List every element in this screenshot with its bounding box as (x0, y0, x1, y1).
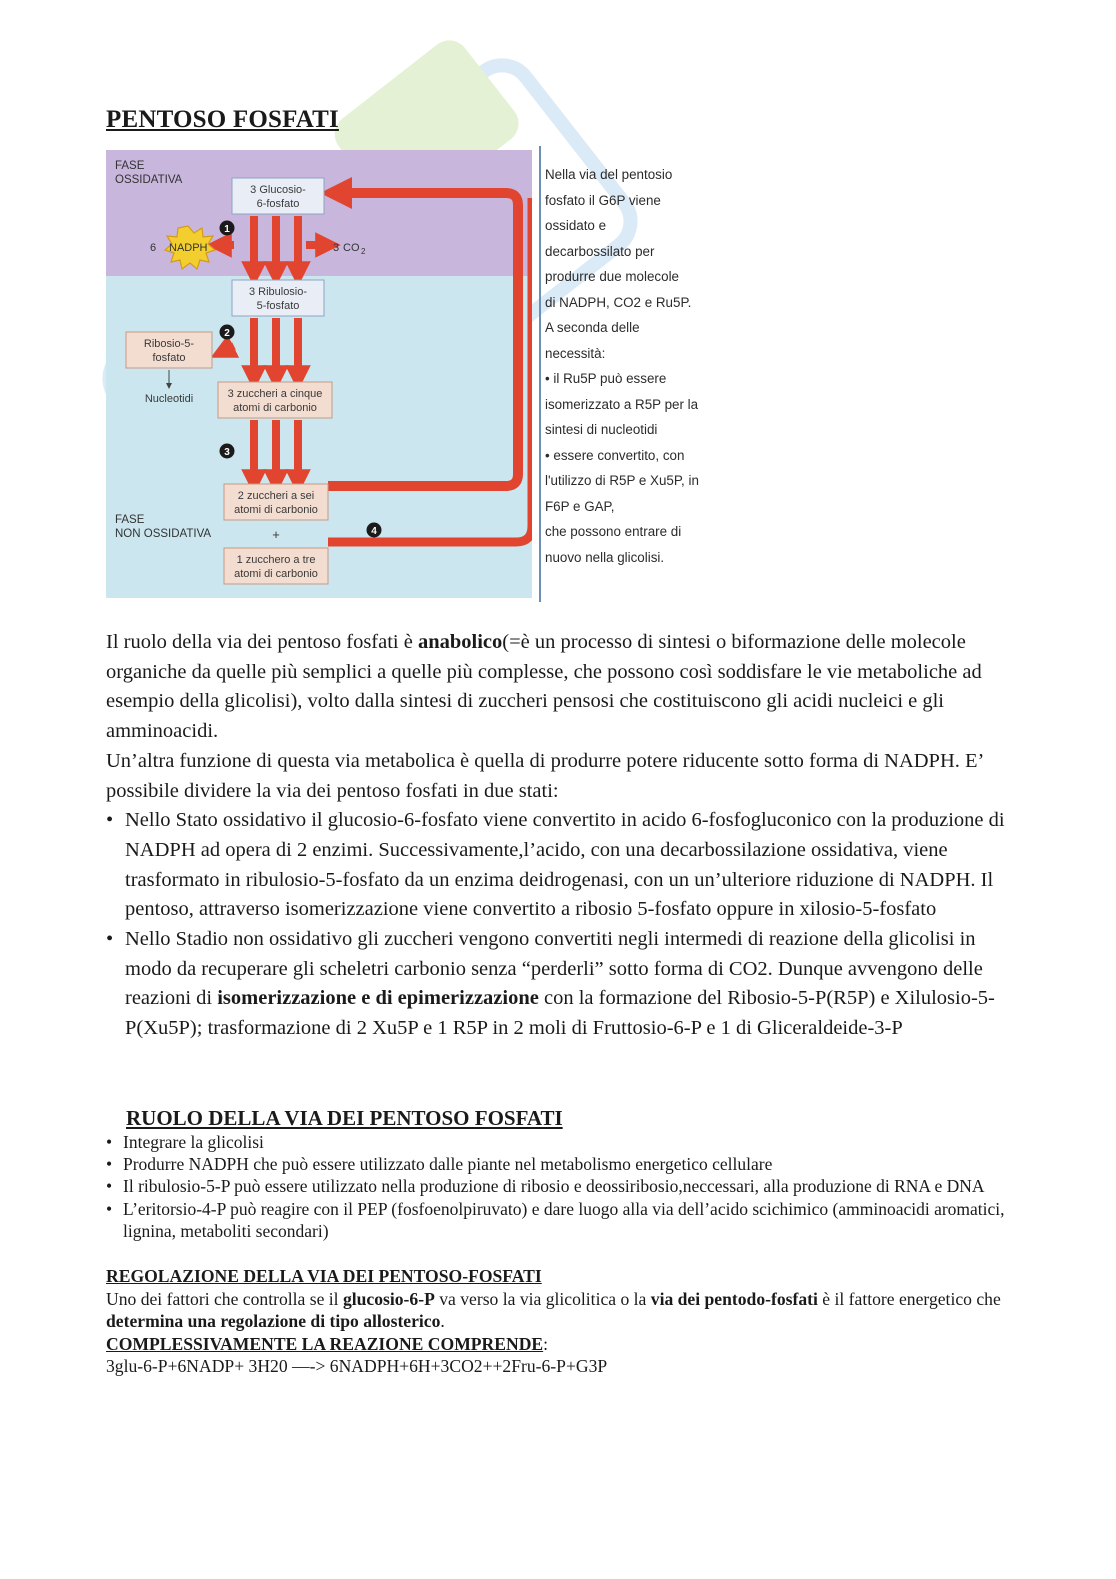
co2-count: 3 (333, 242, 340, 254)
bullet-nonoxidative (106, 925, 1006, 1044)
b2-text-c: con la formazione del Ribosio-5-P(R5P) e Xilulosio-5-P(Xu5P); trasformazione di 2 Xu5P e 1 R5P in 2 moli di Fruttosio-6-P e 1 di Gliceraldeide-3-P (125, 987, 995, 1040)
co2-label: CO (343, 242, 360, 254)
complessivamente-heading-line (106, 1333, 1006, 1356)
caption-line: Nella via del pentosio (545, 167, 673, 182)
caption-line: fosfato il G6P viene (545, 192, 661, 208)
figure-divider (539, 146, 541, 602)
reg-t5: è il fattore energetico che (817, 1288, 1001, 1309)
figure-caption (545, 162, 720, 570)
six-c-line-1: 2 zuccheri a sei (237, 490, 315, 502)
reg-t6-bold: determina una regolazione di tipo allosterico (106, 1311, 441, 1331)
b2-text-a: Nello Stadio non ossidativo gli zuccheri vengono convertiti negli intermedi di reazione della glicolisi in modo da recuperare gli scheletri carbonio senza “perderli” sotto forma di CO2. Dunque avvengono delle reazioni di (125, 928, 983, 1010)
reaction-equation: 3glu-6-P+6NADP+ 3H20 —-> 6NADPH+6H+3CO2++2Fru-6-P+G3P (106, 1356, 608, 1376)
list-item: • Il ribulosio-5-P può essere utilizzato nella produzione di ribosio e deossiribosio,neccessari, alla produzione di RNA e DNA (106, 1175, 1006, 1197)
anabolico-bold: anabolico (417, 631, 503, 653)
plus-sign: + (272, 527, 280, 542)
nadph-count: 6 (150, 242, 157, 254)
paragraph-function: Un’altra funzione di questa via metabolica è quella di produrre potere riducente sotto forma di NADPH. E’ possibile dividere la via dei pentoso fosfati in due stati: (106, 749, 983, 802)
phase-ox-label-1: FASE (115, 160, 145, 172)
caption-line: • il Ru5P può essere (545, 371, 667, 386)
ruolo-list (106, 1131, 1006, 1242)
phase-nonox-label-1: FASE (115, 514, 145, 526)
caption-line: di NADPH, CO2 e Ru5P. (545, 294, 692, 310)
reg-t2-bold: glucosio-6-P (342, 1288, 435, 1309)
bullet-oxidative: • Nello Stato ossidativo il glucosio-6-fosfato viene convertito in acido 6-fosfogluconico con la produzione di NADPH ad opera di 2 enzimi. Successivamente,l’acido, con una decarbossilazione ossidativa, viene trasformato in ribulosio-5-fosfato da un enzima deidrogenasi, con un un’ulteriore riduzione di NADPH. Il pentoso, attraverso isomerizzazione viene convertito a ribosio 5-fosfato oppure in xilosio-5-fosfato (106, 806, 1006, 925)
body-text (106, 628, 1006, 1044)
reg-t4-bold: via dei pentodo-fosfati (650, 1288, 818, 1309)
ruolo-heading: RUOLO DELLA VIA DEI PENTOSO FOSFATI (126, 1106, 563, 1130)
three-c-line-2: atomi di carbonio (234, 568, 318, 580)
nucleotidi-label: Nucleotidi (144, 393, 194, 405)
r5p-line-1: Ribosio-5- (143, 338, 195, 350)
step-4-number: 4 (371, 526, 377, 537)
caption-line: l'utilizzo di R5P e Xu5P, in (545, 473, 699, 488)
caption-line: decarbossilato per (545, 243, 655, 259)
step-3-number: 3 (224, 447, 230, 458)
co2-subscript: 2 (361, 247, 366, 256)
ru5p-line-2: 5-fosfato (256, 300, 300, 312)
caption-line: sintesi di nucleotidi (545, 422, 658, 437)
complessivamente-heading: COMPLESSIVAMENTE LA REAZIONE COMPRENDE (106, 1333, 544, 1354)
ru5p-line-1: 3 Ribulosio- (248, 286, 308, 298)
three-c-line-1: 1 zucchero a tre (236, 554, 316, 566)
g6p-line-2: 6-fosfato (256, 198, 300, 210)
step-1-number: 1 (224, 224, 230, 235)
pentose-phosphate-diagram (106, 150, 532, 598)
list-item: • L’eritorsio-4-P può reagire con il PEP (fosfoenolpiruvato) e dare luogo alla via dell’acido scichimico (amminoacidi aromatici, lignina, metaboliti secondari) (106, 1198, 1006, 1242)
regolazione-heading: REGOLAZIONE DELLA VIA DEI PENTOSO-FOSFATI (106, 1266, 542, 1286)
regolazione-text (106, 1288, 1006, 1333)
regolazione-section (106, 1265, 1006, 1378)
caption-line: produrre due molecole (545, 269, 679, 284)
reg-t1: Uno dei fattori che controlla se il (106, 1288, 343, 1309)
paragraph-role (106, 628, 1006, 747)
r5p-line-2: fosfato (152, 352, 186, 364)
phase-nonox-label-2: NON OSSIDATIVA (115, 528, 212, 540)
five-c-line-1: 3 zuccheri a cinque (227, 388, 323, 400)
page-title: PENTOSO FOSFATI (106, 106, 339, 133)
list-item: • Integrare la glicolisi (106, 1131, 1006, 1153)
heading-colon: : (543, 1333, 549, 1354)
nadph-label: NADPH (169, 242, 208, 254)
caption-line: nuovo nella glicolisi. (545, 549, 665, 565)
p1-text-a: Il ruolo della via dei pentoso fosfati è (106, 631, 418, 653)
caption-line: che possono entrare di (545, 524, 682, 539)
phase-ox-label-2: OSSIDATIVA (115, 174, 183, 186)
five-c-line-2: atomi di carbonio (233, 402, 317, 414)
six-c-line-2: atomi di carbonio (234, 504, 318, 516)
list-item: • Produrre NADPH che può essere utilizzato dalle piante nel metabolismo energetico cellulare (106, 1153, 1006, 1175)
caption-line: F6P e GAP, (545, 498, 615, 514)
p1-text-c: (=è un processo di sintesi o biformazione delle molecole organiche da quelle più semplici a quelle più complesse, che possono così soddisfare le vie metaboliche ad esempio della glicolisi), volto dalla sintesi di zuccheri pensosi che costituiscono gli acidi nucleici e gli amminoacidi. (106, 631, 982, 743)
isomerization-bold: isomerizzazione e di epimerizzazione (217, 987, 539, 1010)
reg-t3: va verso la via glicolitica o la (434, 1288, 651, 1309)
caption-line: A seconda delle (545, 320, 640, 335)
reg-t7: . (440, 1311, 445, 1331)
step-2-number: 2 (224, 328, 230, 339)
caption-line: isomerizzato a R5P per la (545, 396, 699, 412)
caption-line: ossidato e (545, 218, 607, 233)
g6p-line-1: 3 Glucosio- (250, 184, 306, 196)
caption-line: necessità: (545, 345, 606, 361)
arrow-r5p (222, 346, 234, 352)
caption-line: • essere convertito, con (545, 447, 685, 463)
